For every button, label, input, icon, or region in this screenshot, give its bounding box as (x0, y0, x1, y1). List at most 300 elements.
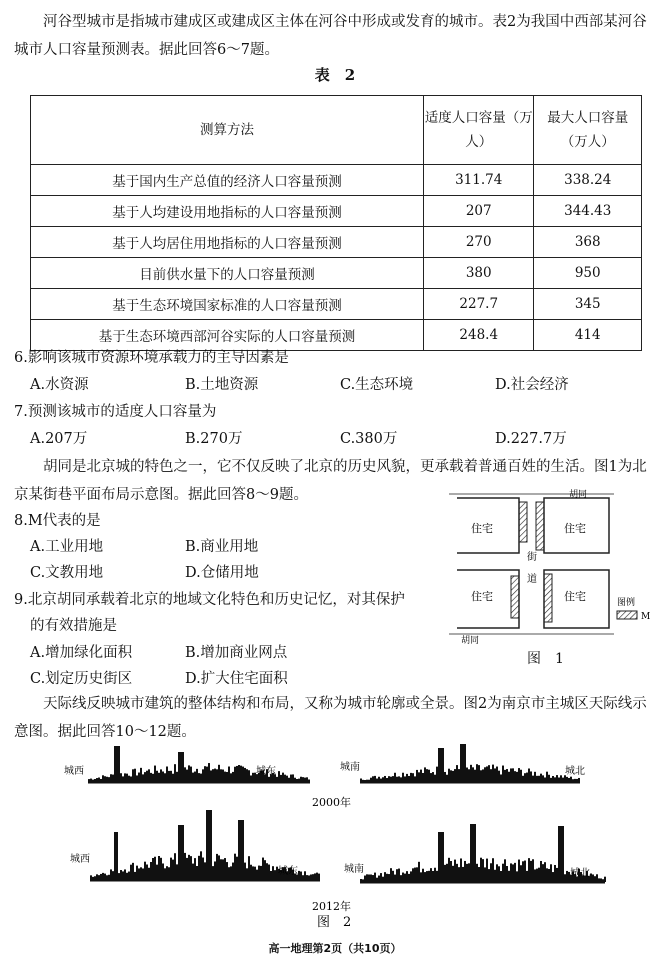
skyline-building (596, 874, 598, 882)
skyline-building (314, 873, 316, 880)
skyline-building (230, 866, 232, 880)
intro-paragraph-hutong: 胡同是北京城的特色之一，它不仅反映了北京的历史风貌，更承载着普通百姓的生活。图1为北京某街巷平面布局示意图。据此回答8～9题。 (14, 459, 647, 503)
skyline-building (124, 773, 126, 782)
skyline-building (476, 764, 478, 782)
skyline-building (572, 779, 574, 782)
m-landuse-block (511, 576, 519, 618)
skyline-building (204, 862, 206, 880)
skyline-building (158, 773, 160, 782)
skyline-building (418, 772, 420, 782)
cell-max-capacity: 344.43 (534, 196, 642, 227)
skyline-building (448, 858, 450, 882)
skyline-building (280, 775, 282, 782)
skyline-building (428, 871, 430, 882)
cell-method: 目前供水量下的人口容量预测 (31, 258, 424, 289)
skyline-building (402, 773, 404, 782)
skyline-building (268, 777, 270, 782)
skyline-building (300, 777, 302, 782)
skyline-building (278, 771, 280, 782)
skyline-building (130, 776, 132, 782)
skyline-building (452, 771, 454, 782)
skyline-building (372, 776, 374, 782)
skyline-building (132, 769, 134, 782)
skyline-building (92, 877, 94, 880)
skyline-building (194, 772, 196, 782)
skyline-building (90, 875, 92, 880)
skyline-building (134, 769, 136, 782)
skyline-building (404, 874, 406, 882)
skyline-building (514, 863, 516, 882)
header-moderate-capacity: 适度人口容量（万人） (423, 96, 534, 165)
skyline-building (552, 776, 554, 782)
hutong-label: 胡同 (569, 490, 588, 500)
cell-moderate-capacity: 380 (423, 258, 534, 289)
skyline-building (444, 865, 446, 882)
skyline-building (160, 769, 162, 782)
skyline-building (408, 874, 410, 882)
skyline-building (428, 770, 430, 782)
skyline-building (118, 746, 120, 782)
skyline-building (372, 875, 374, 882)
skyline-building (310, 874, 312, 880)
skyline-ground (90, 880, 320, 882)
skyline-building (226, 862, 228, 880)
skyline-building (408, 776, 410, 782)
skyline-building (170, 858, 172, 880)
skyline-building (124, 869, 126, 880)
skyline-building (518, 768, 520, 782)
q8-option-d[interactable]: D.仓储用地 (185, 565, 259, 581)
skyline-building (176, 864, 178, 880)
skyline-building (440, 748, 442, 782)
skyline-building (492, 765, 494, 782)
skyline-building (224, 772, 226, 782)
skyline-building (458, 867, 460, 882)
q7-option-d[interactable]: D.227.7万 (495, 431, 567, 447)
m-landuse-block (519, 502, 527, 542)
q6-option-b[interactable]: B.土地资源 (185, 377, 259, 393)
skyline-building (126, 774, 128, 782)
skyline-building (132, 863, 134, 880)
skyline-building (142, 774, 144, 782)
skyline-building (490, 769, 492, 782)
skyline-building (110, 869, 112, 880)
skyline-building (542, 864, 544, 882)
skyline-building (452, 866, 454, 882)
cell-moderate-capacity: 311.74 (423, 165, 534, 196)
skyline-building (188, 855, 190, 880)
skyline-2012-south: 城南 (344, 864, 364, 875)
skyline-building (364, 876, 366, 882)
skyline-building (316, 873, 318, 880)
skyline-building (114, 746, 116, 782)
q9-option-d[interactable]: D.扩大住宅面积 (185, 671, 288, 687)
m-landuse-block (536, 502, 544, 550)
question-9-line2: 的有效措施是 (30, 618, 117, 634)
skyline-building (394, 875, 396, 882)
skyline-building (492, 858, 494, 882)
skyline-building (494, 870, 496, 882)
skyline-building (522, 776, 524, 782)
cell-max-capacity: 345 (534, 289, 642, 320)
skyline-building (252, 773, 254, 782)
skyline-building (558, 778, 560, 782)
skyline-building (110, 774, 112, 782)
skyline-building (264, 860, 266, 880)
skyline-building (238, 765, 240, 782)
q6-option-a[interactable]: A.水资源 (30, 377, 89, 393)
skyline-building (400, 777, 402, 782)
cell-moderate-capacity: 207 (423, 196, 534, 227)
question-7: 7.预测该城市的适度人口容量为 (14, 404, 217, 420)
skyline-building (236, 766, 238, 782)
skyline-building (120, 773, 122, 782)
skyline-2012-west: 城西 (70, 854, 90, 865)
skyline-building (230, 773, 232, 782)
skyline-building (506, 769, 508, 782)
skyline-building (116, 832, 118, 880)
skyline-building (242, 767, 244, 782)
skyline-building (172, 860, 174, 880)
skyline-building (304, 871, 306, 880)
skyline-building (454, 860, 456, 882)
skyline-building (366, 874, 368, 882)
skyline-building (482, 769, 484, 782)
skyline-building (440, 832, 442, 882)
skyline-building (524, 861, 526, 882)
skyline-building (248, 856, 250, 880)
skyline-building (396, 777, 398, 782)
skyline-building (450, 861, 452, 882)
skyline-building (108, 777, 110, 782)
skyline-building (282, 773, 284, 782)
skyline-building (198, 856, 200, 880)
skyline-building (488, 765, 490, 782)
q6-option-d[interactable]: D.社会经济 (495, 377, 569, 393)
q9-option-c[interactable]: C.划定历史街区 (30, 671, 133, 687)
q9-option-b[interactable]: B.增加商业网点 (185, 645, 288, 661)
skyline-building (248, 770, 250, 782)
skyline-ground (360, 882, 605, 884)
skyline-building (168, 771, 170, 782)
skyline-building (236, 857, 238, 880)
skyline-building (382, 877, 384, 882)
skyline-building (300, 872, 302, 880)
street-label: 道 (527, 574, 537, 585)
skyline-building (600, 878, 602, 882)
skyline-building (424, 872, 426, 882)
skyline-building (454, 769, 456, 782)
skyline-building (360, 879, 362, 882)
skyline-building (474, 770, 476, 782)
skyline-building (604, 877, 606, 882)
skyline-building (156, 771, 158, 782)
skyline-building (202, 769, 204, 782)
skyline-building (410, 773, 412, 782)
skyline-building (186, 770, 188, 782)
skyline-building (244, 863, 246, 880)
skyline-building (154, 766, 156, 782)
residence-label: 住宅 (564, 522, 586, 535)
skyline-building (272, 866, 274, 880)
page-footer: 高一地理第2页（共10页） (268, 942, 402, 955)
header-method: 测算方法 (31, 96, 424, 165)
skyline-building (112, 775, 114, 782)
skyline-building (592, 874, 594, 882)
skyline-building (206, 767, 208, 782)
skyline-building (250, 865, 252, 880)
figure-2-caption: 图 2 (317, 915, 352, 930)
skyline-building (548, 869, 550, 882)
skyline-building (216, 854, 218, 880)
skyline-2000-east: 城东 (256, 766, 276, 777)
skyline-building (240, 820, 242, 880)
skyline-building (200, 851, 202, 880)
skyline-building (478, 867, 480, 882)
skyline-building (380, 779, 382, 782)
skyline-building (378, 777, 380, 782)
header-max-capacity: 最大人口容量（万人） (534, 96, 642, 165)
skyline-building (252, 866, 254, 880)
skyline-ground (88, 782, 310, 784)
q7-option-a[interactable]: A.207万 (30, 431, 88, 447)
skyline-building (532, 859, 534, 882)
skyline-building (516, 772, 518, 782)
skyline-building (504, 770, 506, 782)
skyline-building (208, 763, 210, 782)
q7-option-b[interactable]: B.270万 (185, 431, 243, 447)
skyline-building (178, 752, 180, 782)
q8-option-a[interactable]: A.工业用地 (30, 539, 104, 555)
skyline-building (528, 769, 530, 782)
skyline-building (374, 776, 376, 782)
skyline-building (520, 865, 522, 882)
skyline-building (390, 777, 392, 782)
skyline-building (226, 772, 228, 782)
skyline-building (196, 769, 198, 782)
skyline-building (422, 869, 424, 882)
skyline-building (174, 853, 176, 880)
skyline-building (138, 773, 140, 782)
skyline-building (506, 866, 508, 882)
skyline-building (218, 855, 220, 880)
q8-option-c[interactable]: C.文教用地 (30, 565, 104, 581)
skyline-building (128, 872, 130, 880)
skyline-building (496, 864, 498, 882)
skyline-building (574, 779, 576, 782)
skyline-building (150, 862, 152, 880)
skyline-building (206, 810, 208, 880)
cell-method: 基于人均居住用地指标的人口容量预测 (31, 227, 424, 258)
q7-option-c[interactable]: C.380万 (340, 431, 398, 447)
skyline-building (522, 861, 524, 882)
skyline-building (244, 768, 246, 782)
skyline-building (176, 772, 178, 782)
skyline-building (500, 871, 502, 882)
q9-option-a[interactable]: A.增加绿化面积 (30, 645, 133, 661)
hutong-label: 胡同 (461, 636, 480, 646)
skyline-building (498, 866, 500, 882)
cell-moderate-capacity: 270 (423, 227, 534, 258)
q6-option-c[interactable]: C.生态环境 (340, 377, 414, 393)
skyline-building (294, 778, 296, 782)
skyline-building (232, 772, 234, 782)
skyline-building (114, 832, 116, 880)
skyline-building (170, 771, 172, 782)
skyline-building (380, 873, 382, 882)
skyline-building (274, 870, 276, 880)
skyline-building (298, 779, 300, 782)
skyline-building (306, 875, 308, 880)
skyline-building (472, 767, 474, 782)
skyline-building (444, 772, 446, 782)
skyline-building (532, 776, 534, 782)
skyline-building (402, 873, 404, 882)
skyline-building (436, 871, 438, 882)
skyline-building (552, 872, 554, 882)
skyline-building (162, 863, 164, 880)
skyline-building (374, 873, 376, 882)
skyline-building (508, 871, 510, 882)
skyline-building (414, 776, 416, 782)
skyline-building (450, 770, 452, 782)
skyline-building (542, 775, 544, 782)
skyline-building (362, 780, 364, 782)
skyline-building (302, 875, 304, 880)
skyline-building (134, 872, 136, 880)
skyline-building (544, 777, 546, 782)
skyline-building (182, 825, 184, 880)
cell-max-capacity: 368 (534, 227, 642, 258)
skyline-building (366, 780, 368, 782)
skyline-building (390, 868, 392, 882)
skyline-building (104, 776, 106, 782)
skyline-building (482, 859, 484, 882)
skyline-building (484, 867, 486, 882)
skyline-building (360, 778, 362, 782)
skyline-building (502, 766, 504, 782)
skyline-building (456, 765, 458, 782)
skyline-ground (360, 782, 580, 784)
skyline-building (116, 746, 118, 782)
skyline-building (218, 765, 220, 782)
skyline-building (258, 866, 260, 880)
legend-m-swatch (617, 611, 637, 619)
figure-1-caption: 图 1 (527, 651, 564, 667)
skyline-building (504, 859, 506, 882)
skyline-building (536, 869, 538, 882)
skyline-building (392, 871, 394, 882)
skyline-building (152, 858, 154, 880)
skyline-building (458, 769, 460, 782)
skyline-building (460, 744, 462, 782)
skyline-building (228, 867, 230, 880)
skyline-building (484, 767, 486, 782)
skyline-building (150, 773, 152, 782)
skyline-building (420, 770, 422, 782)
skyline-building (464, 861, 466, 882)
question-6: 6.影响该城市资源环境承载力的主导因素是 (14, 350, 289, 366)
skyline-building (250, 775, 252, 782)
skyline-building (470, 765, 472, 782)
skyline-building (154, 857, 156, 880)
skyline-building (288, 778, 290, 782)
skyline-building (446, 775, 448, 782)
question-8: 8.M代表的是 (14, 513, 101, 529)
skyline-building (416, 867, 418, 882)
skyline-building (486, 859, 488, 882)
skyline-building (528, 858, 530, 882)
skyline-building (578, 778, 580, 782)
skyline-building (96, 778, 98, 782)
skyline-building (436, 767, 438, 782)
skyline-building (144, 862, 146, 880)
skyline-building (570, 777, 572, 782)
skyline-building (412, 868, 414, 882)
skyline-building (464, 744, 466, 782)
skyline-building (184, 853, 186, 880)
cell-method: 基于国内生产总值的经济人口容量预测 (31, 165, 424, 196)
skyline-building (554, 865, 556, 882)
cell-max-capacity: 950 (534, 258, 642, 289)
skyline-building (384, 872, 386, 882)
skyline-building (540, 861, 542, 882)
skyline-2012-east: 城东 (278, 866, 298, 877)
q8-option-b[interactable]: B.商业用地 (185, 539, 259, 555)
skyline-building (262, 858, 264, 880)
skyline-building (500, 774, 502, 782)
skyline-building (172, 774, 174, 782)
skyline-building (224, 858, 226, 880)
skyline-building (148, 769, 150, 782)
skyline-building (386, 778, 388, 782)
skyline-building (146, 864, 148, 880)
skyline-building (268, 865, 270, 880)
table-row (31, 258, 642, 289)
skyline-building (120, 870, 122, 880)
skyline-building (276, 777, 278, 782)
skyline-building (388, 776, 390, 782)
skyline-building (466, 864, 468, 882)
skyline-building (378, 876, 380, 882)
skyline-building (396, 869, 398, 882)
skyline-building (146, 771, 148, 782)
skyline-building (516, 871, 518, 882)
skyline-building (296, 779, 298, 782)
skyline-building (92, 780, 94, 782)
year-2000-label: 2000年 (312, 796, 351, 809)
skyline-building (538, 868, 540, 882)
skyline-building (370, 875, 372, 882)
skyline-building (190, 767, 192, 782)
table-row (31, 289, 642, 320)
skyline-2000-south: 城南 (340, 762, 360, 773)
skyline-building (88, 779, 90, 782)
skyline-building (426, 871, 428, 882)
skyline-building (568, 778, 570, 782)
skyline-building (130, 865, 132, 880)
residence-label: 住宅 (471, 590, 493, 603)
skyline-building (470, 824, 472, 882)
skyline-building (386, 874, 388, 882)
skyline-building (550, 778, 552, 782)
table-row (31, 227, 642, 258)
skyline-building (416, 770, 418, 782)
skyline-building (564, 874, 566, 882)
skyline-building (510, 768, 512, 782)
skyline-building (472, 824, 474, 882)
skyline-building (234, 767, 236, 782)
